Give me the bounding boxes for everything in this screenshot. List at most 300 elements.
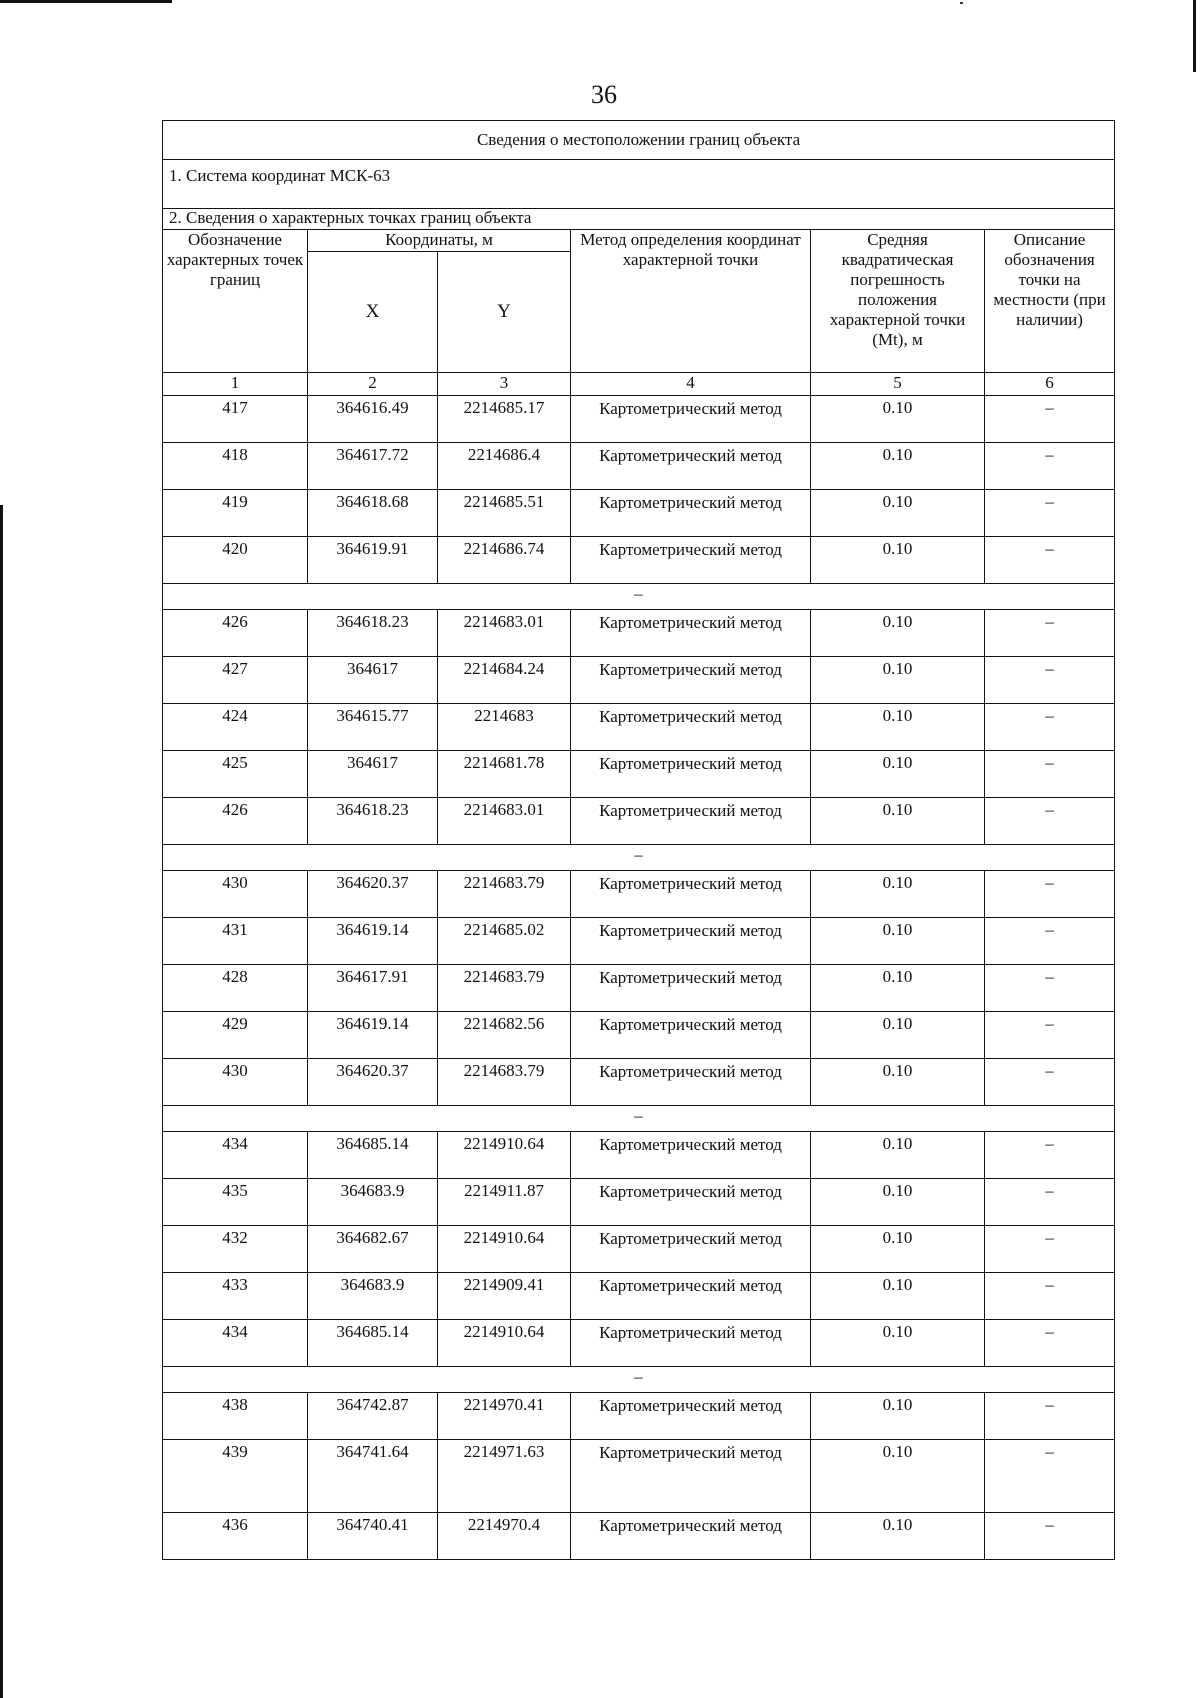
description-cell: [985, 918, 1115, 965]
method-cell-text: Картометрический метод: [599, 1516, 782, 1535]
point-id-cell: [163, 1393, 308, 1440]
point-id-cell-text: 430: [222, 1061, 248, 1080]
description-cell: [985, 443, 1115, 490]
description-cell: [985, 965, 1115, 1012]
description-cell: [985, 610, 1115, 657]
point-id-cell-text: 424: [222, 706, 248, 725]
coord-y-cell-text: 2214686.74: [463, 539, 545, 558]
method-cell-text: Картометрический метод: [599, 874, 782, 893]
method-cell: [571, 1320, 811, 1367]
point-id-cell-text: 433: [222, 1275, 248, 1294]
coord-y-cell-text: 2214684.24: [463, 659, 545, 678]
coord-x-cell-text: 364615.77: [336, 706, 409, 725]
point-id-cell-text: 439: [222, 1442, 248, 1461]
header-error: Средняя квадратическая погрешность положения характерной точки (Mt), м: [811, 230, 985, 373]
coord-y-cell: [438, 798, 571, 845]
error-cell: [811, 610, 985, 657]
error-cell: [811, 396, 985, 443]
column-number: 3: [438, 373, 571, 396]
table-row: [163, 443, 1115, 490]
error-cell-text: 0.10: [882, 706, 913, 725]
coord-y-cell: [438, 965, 571, 1012]
coord-y-cell-text: 2214683.79: [463, 873, 545, 892]
header-y: Y: [438, 252, 571, 373]
point-id-cell: [163, 657, 308, 704]
header-point-designation: Обозначение характерных точек границ: [163, 230, 308, 373]
error-cell: [811, 751, 985, 798]
coord-y-cell: [438, 396, 571, 443]
method-cell: [571, 871, 811, 918]
description-cell: [985, 1226, 1115, 1273]
description-cell-text: –: [1045, 1442, 1054, 1461]
coord-y-cell-text: 2214683: [474, 706, 534, 725]
scan-right-edge-line: [1193, 0, 1196, 72]
description-cell: [985, 1179, 1115, 1226]
method-cell-text: Картометрический метод: [599, 613, 782, 632]
point-id-cell-text: 434: [222, 1322, 248, 1341]
coord-x-cell: [308, 1059, 438, 1106]
method-cell: [571, 443, 811, 490]
point-id-cell: [163, 704, 308, 751]
error-cell-text: 0.10: [882, 492, 913, 511]
coord-x-cell-text: 364619.14: [336, 1014, 409, 1033]
page-number: 36: [591, 80, 617, 109]
description-cell-text: –: [1045, 539, 1054, 558]
error-cell: [811, 871, 985, 918]
description-cell: [985, 396, 1115, 443]
table-row: [163, 1440, 1115, 1513]
contour-separator: –: [163, 1106, 1115, 1132]
coord-y-cell-text: 2214909.41: [463, 1275, 545, 1294]
coord-y-cell: [438, 490, 571, 537]
coord-y-cell-text: 2214685.17: [463, 398, 545, 417]
error-cell-text: 0.10: [882, 1181, 913, 1200]
description-cell-text: –: [1045, 1134, 1054, 1153]
coord-x-cell-text: 364617.72: [336, 445, 409, 464]
point-id-cell-text: 426: [222, 800, 248, 819]
method-cell: [571, 798, 811, 845]
method-cell-text: Картометрический метод: [599, 1229, 782, 1248]
error-cell: [811, 1273, 985, 1320]
error-cell: [811, 965, 985, 1012]
point-id-cell-text: 438: [222, 1395, 248, 1414]
coord-y-cell: [438, 1179, 571, 1226]
description-cell: [985, 657, 1115, 704]
coord-y-cell-text: 2214683.79: [463, 1061, 545, 1080]
coord-y-cell-text: 2214970.41: [463, 1395, 545, 1414]
table-row: [163, 657, 1115, 704]
error-cell: [811, 537, 985, 584]
coord-x-cell: [308, 537, 438, 584]
coord-x-cell-text: 364741.64: [336, 1442, 409, 1461]
coord-x-cell: [308, 1132, 438, 1179]
coord-x-cell-text: 364685.14: [336, 1322, 409, 1341]
error-cell-text: 0.10: [882, 753, 913, 772]
coord-x-cell: [308, 1393, 438, 1440]
error-cell: [811, 1012, 985, 1059]
description-cell: [985, 490, 1115, 537]
coord-x-cell-text: 364617: [347, 753, 398, 772]
contour-separator: –: [163, 584, 1115, 610]
section-title: 2. Сведения о характерных точках границ объекта: [163, 209, 1115, 230]
error-cell: [811, 704, 985, 751]
method-cell-text: Картометрический метод: [599, 1015, 782, 1034]
point-id-cell-text: 429: [222, 1014, 248, 1033]
scan-speck: [960, 2, 963, 4]
coordinate-system: 1. Система координат МСК-63: [163, 160, 1115, 209]
description-cell-text: –: [1045, 1061, 1054, 1080]
description-cell: [985, 1513, 1115, 1560]
error-cell: [811, 1226, 985, 1273]
coord-y-cell-text: 2214971.63: [463, 1442, 545, 1461]
error-cell-text: 0.10: [882, 1061, 913, 1080]
error-cell-text: 0.10: [882, 1395, 913, 1414]
error-cell-text: 0.10: [882, 800, 913, 819]
error-cell: [811, 798, 985, 845]
description-cell-text: –: [1045, 873, 1054, 892]
method-cell: [571, 1132, 811, 1179]
table-row: [163, 1393, 1115, 1440]
error-cell-text: 0.10: [882, 1134, 913, 1153]
error-cell: [811, 1440, 985, 1513]
description-cell-text: –: [1045, 1322, 1054, 1341]
coord-y-cell: [438, 537, 571, 584]
coord-y-cell-text: 2214970.4: [467, 1515, 541, 1534]
table-row: [163, 1179, 1115, 1226]
contour-separator-row: [163, 584, 1115, 610]
table-row: [163, 1226, 1115, 1273]
table-row: [163, 1132, 1115, 1179]
description-cell: [985, 704, 1115, 751]
description-cell: [985, 1393, 1115, 1440]
description-cell: [985, 798, 1115, 845]
error-cell: [811, 490, 985, 537]
coord-x-cell: [308, 1273, 438, 1320]
coord-x-cell: [308, 490, 438, 537]
method-cell: [571, 1393, 811, 1440]
description-cell: [985, 1273, 1115, 1320]
method-cell-text: Картометрический метод: [599, 1276, 782, 1295]
error-cell-text: 0.10: [882, 539, 913, 558]
method-cell-text: Картометрический метод: [599, 399, 782, 418]
table-row: [163, 965, 1115, 1012]
point-id-cell: [163, 965, 308, 1012]
error-cell: [811, 1320, 985, 1367]
table-row: [163, 537, 1115, 584]
error-cell: [811, 1059, 985, 1106]
description-cell: [985, 1012, 1115, 1059]
table-row: [163, 610, 1115, 657]
table-row: [163, 704, 1115, 751]
error-cell-text: 0.10: [882, 1014, 913, 1033]
description-cell-text: –: [1045, 1228, 1054, 1247]
coord-y-cell: [438, 1059, 571, 1106]
coord-x-cell-text: 364617.91: [336, 967, 409, 986]
coord-y-cell: [438, 1226, 571, 1273]
table-row: [163, 490, 1115, 537]
method-cell-text: Картометрический метод: [599, 1182, 782, 1201]
table-row: [163, 1059, 1115, 1106]
coord-x-cell-text: 364618.68: [336, 492, 409, 511]
coord-x-cell: [308, 443, 438, 490]
method-cell-text: Картометрический метод: [599, 1135, 782, 1154]
coord-y-cell-text: 2214683.01: [463, 800, 545, 819]
coord-y-cell-text: 2214686.4: [467, 445, 541, 464]
description-cell: [985, 871, 1115, 918]
point-id-cell: [163, 1440, 308, 1513]
table-row: [163, 751, 1115, 798]
error-cell-text: 0.10: [882, 445, 913, 464]
column-number: 4: [571, 373, 811, 396]
method-cell-text: Картометрический метод: [599, 1396, 782, 1415]
table-title: Сведения о местоположении границ объекта: [163, 121, 1115, 160]
table-row: [163, 396, 1115, 443]
description-cell-text: –: [1045, 1275, 1054, 1294]
scan-top-edge-line: [0, 0, 172, 3]
method-cell-text: Картометрический метод: [599, 921, 782, 940]
point-id-cell: [163, 1132, 308, 1179]
coord-x-cell-text: 364683.9: [340, 1275, 405, 1294]
error-cell-text: 0.10: [882, 920, 913, 939]
description-cell-text: –: [1045, 1515, 1054, 1534]
description-cell-text: –: [1045, 659, 1054, 678]
table-row: [163, 1513, 1115, 1560]
point-id-cell: [163, 1273, 308, 1320]
column-numbers-row: [163, 373, 1115, 396]
method-cell-text: Картометрический метод: [599, 968, 782, 987]
description-cell: [985, 537, 1115, 584]
coord-x-cell: [308, 1012, 438, 1059]
method-cell-text: Картометрический метод: [599, 1062, 782, 1081]
point-id-cell-text: 428: [222, 967, 248, 986]
method-cell: [571, 1012, 811, 1059]
header-description: Описание обозначения точки на местности (при наличии): [985, 230, 1115, 373]
coord-x-cell-text: 364616.49: [336, 398, 409, 417]
coord-x-cell: [308, 1440, 438, 1513]
method-cell: [571, 610, 811, 657]
description-cell-text: –: [1045, 753, 1054, 772]
error-cell: [811, 443, 985, 490]
error-cell-text: 0.10: [882, 1275, 913, 1294]
coord-x-cell: [308, 1320, 438, 1367]
description-cell: [985, 1132, 1115, 1179]
point-id-cell: [163, 1012, 308, 1059]
coord-y-cell: [438, 1132, 571, 1179]
point-id-cell: [163, 918, 308, 965]
coord-y-cell-text: 2214910.64: [463, 1134, 545, 1153]
method-cell-text: Картометрический метод: [599, 1443, 782, 1462]
coord-y-cell: [438, 1393, 571, 1440]
coord-x-cell: [308, 918, 438, 965]
table-row: [163, 871, 1115, 918]
method-cell: [571, 1513, 811, 1560]
coord-x-cell-text: 364618.23: [336, 612, 409, 631]
description-cell-text: –: [1045, 967, 1054, 986]
coord-y-cell: [438, 1513, 571, 1560]
error-cell: [811, 1132, 985, 1179]
coord-x-cell: [308, 657, 438, 704]
coord-y-cell: [438, 918, 571, 965]
point-id-cell: [163, 1320, 308, 1367]
coord-x-cell: [308, 610, 438, 657]
description-cell-text: –: [1045, 1181, 1054, 1200]
method-cell: [571, 751, 811, 798]
description-cell-text: –: [1045, 1395, 1054, 1414]
error-cell-text: 0.10: [882, 1442, 913, 1461]
coord-y-cell-text: 2214910.64: [463, 1322, 545, 1341]
coord-y-cell: [438, 1273, 571, 1320]
method-cell: [571, 1059, 811, 1106]
error-cell: [811, 918, 985, 965]
point-id-cell: [163, 490, 308, 537]
coord-x-cell: [308, 1226, 438, 1273]
coord-y-cell-text: 2214685.51: [463, 492, 545, 511]
method-cell: [571, 704, 811, 751]
coord-x-cell: [308, 798, 438, 845]
coord-y-cell-text: 2214683.79: [463, 967, 545, 986]
table-row: [163, 918, 1115, 965]
coord-x-cell-text: 364618.23: [336, 800, 409, 819]
coord-y-cell-text: 2214682.56: [463, 1014, 545, 1033]
description-cell-text: –: [1045, 612, 1054, 631]
description-cell: [985, 1059, 1115, 1106]
table-row: [163, 1273, 1115, 1320]
coord-y-cell: [438, 751, 571, 798]
description-cell: [985, 1320, 1115, 1367]
method-cell-text: Картометрический метод: [599, 446, 782, 465]
coord-y-cell: [438, 1012, 571, 1059]
column-number: 1: [163, 373, 308, 396]
error-cell-text: 0.10: [882, 659, 913, 678]
contour-separator-row: [163, 1106, 1115, 1132]
point-id-cell: [163, 443, 308, 490]
method-cell: [571, 396, 811, 443]
method-cell: [571, 657, 811, 704]
point-id-cell: [163, 751, 308, 798]
error-cell: [811, 1513, 985, 1560]
column-number: 6: [985, 373, 1115, 396]
error-cell-text: 0.10: [882, 1322, 913, 1341]
coord-y-cell: [438, 1320, 571, 1367]
point-id-cell: [163, 798, 308, 845]
method-cell: [571, 1226, 811, 1273]
error-cell-text: 0.10: [882, 967, 913, 986]
method-cell: [571, 1273, 811, 1320]
point-id-cell: [163, 537, 308, 584]
coord-x-cell: [308, 871, 438, 918]
coord-y-cell: [438, 610, 571, 657]
coord-x-cell-text: 364685.14: [336, 1134, 409, 1153]
coord-x-cell-text: 364740.41: [336, 1515, 409, 1534]
description-cell-text: –: [1045, 706, 1054, 725]
method-cell: [571, 918, 811, 965]
method-cell-text: Картометрический метод: [599, 801, 782, 820]
coord-x-cell-text: 364619.91: [336, 539, 409, 558]
header-method: Метод определения координат характерной точки: [571, 230, 811, 373]
point-id-cell-text: 430: [222, 873, 248, 892]
method-cell: [571, 1440, 811, 1513]
coord-y-cell-text: 2214911.87: [463, 1181, 545, 1200]
error-cell-text: 0.10: [882, 612, 913, 631]
method-cell-text: Картометрический метод: [599, 1323, 782, 1342]
coord-x-cell-text: 364620.37: [336, 873, 409, 892]
point-id-cell: [163, 1059, 308, 1106]
error-cell-text: 0.10: [882, 1515, 913, 1534]
coord-x-cell-text: 364742.87: [336, 1395, 409, 1414]
method-cell-text: Картометрический метод: [599, 707, 782, 726]
description-cell: [985, 1440, 1115, 1513]
error-cell-text: 0.10: [882, 398, 913, 417]
table-row: [163, 798, 1115, 845]
error-cell: [811, 1179, 985, 1226]
table-row: [163, 1320, 1115, 1367]
scan-left-edge-line: [0, 505, 3, 1698]
method-cell-text: Картометрический метод: [599, 754, 782, 773]
description-cell-text: –: [1045, 1014, 1054, 1033]
coord-y-cell: [438, 443, 571, 490]
column-number: 5: [811, 373, 985, 396]
method-cell: [571, 490, 811, 537]
boundary-points-table: [162, 120, 1115, 1560]
contour-separator-row: [163, 845, 1115, 871]
point-id-cell: [163, 1226, 308, 1273]
contour-separator: –: [163, 1367, 1115, 1393]
point-id-cell-text: 436: [222, 1515, 248, 1534]
method-cell-text: Картометрический метод: [599, 540, 782, 559]
coord-y-cell: [438, 657, 571, 704]
contour-separator-row: [163, 1367, 1115, 1393]
point-id-cell: [163, 871, 308, 918]
coord-x-cell: [308, 704, 438, 751]
coord-y-cell: [438, 704, 571, 751]
description-cell-text: –: [1045, 920, 1054, 939]
error-cell: [811, 657, 985, 704]
coord-x-cell-text: 364682.67: [336, 1228, 409, 1247]
error-cell-text: 0.10: [882, 1228, 913, 1247]
coord-x-cell-text: 364683.9: [340, 1181, 405, 1200]
point-id-cell-text: 435: [222, 1181, 248, 1200]
coord-x-cell-text: 364617: [347, 659, 398, 678]
point-id-cell: [163, 1179, 308, 1226]
table-row: [163, 1012, 1115, 1059]
description-cell: [985, 751, 1115, 798]
point-id-cell-text: 425: [222, 753, 248, 772]
method-cell-text: Картометрический метод: [599, 660, 782, 679]
point-id-cell-text: 431: [222, 920, 248, 939]
point-id-cell-text: 426: [222, 612, 248, 631]
coord-x-cell-text: 364620.37: [336, 1061, 409, 1080]
coord-x-cell: [308, 1513, 438, 1560]
point-id-cell-text: 417: [222, 398, 248, 417]
coord-y-cell: [438, 1440, 571, 1513]
column-number: 2: [308, 373, 438, 396]
coord-x-cell: [308, 751, 438, 798]
method-cell-text: Картометрический метод: [599, 493, 782, 512]
point-id-cell: [163, 1513, 308, 1560]
error-cell-text: 0.10: [882, 873, 913, 892]
method-cell: [571, 1179, 811, 1226]
description-cell-text: –: [1045, 398, 1054, 417]
coord-y-cell-text: 2214910.64: [463, 1228, 545, 1247]
coord-x-cell-text: 364619.14: [336, 920, 409, 939]
coord-y-cell-text: 2214681.78: [463, 753, 545, 772]
point-id-cell-text: 419: [222, 492, 248, 511]
coord-x-cell: [308, 965, 438, 1012]
point-id-cell: [163, 610, 308, 657]
description-cell-text: –: [1045, 445, 1054, 464]
method-cell: [571, 965, 811, 1012]
coord-y-cell-text: 2214685.02: [463, 920, 545, 939]
